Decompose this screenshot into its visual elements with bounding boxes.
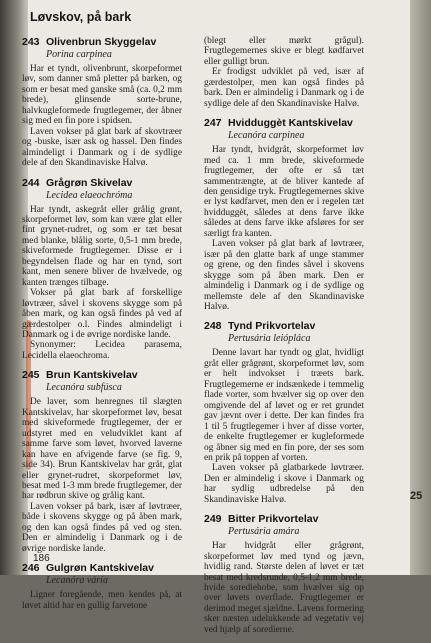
species-name: Grågrøn Skivelav: [46, 176, 133, 189]
species-number: 244: [22, 176, 40, 189]
species-heading: [22, 36, 182, 49]
species-number: 243: [22, 36, 40, 48]
entry-paragraph: Laven vokser på glatbarkede løvtræer. Den er almindelig i skove i Danmark og har sydlig udbredelse på den Skandinaviske Halvø.: [204, 463, 364, 505]
latin-name: Lecidea elaeochróma: [46, 189, 133, 201]
species-name: Bitter Prikvortelav: [228, 513, 319, 526]
latin-name: Lecanóra subfúsca: [46, 382, 122, 394]
entry-paragraph: Laven vokser på glat bark af skovtræer og -buske, især ask og hassel. Den findes almindeligt i Danmark og i de sydlige dele af den Skandinaviske Halvø.: [22, 126, 182, 169]
species-number: 247: [204, 117, 222, 130]
latin-name: Lecanóra váría: [46, 575, 108, 587]
latin-name: Pertusária amára: [228, 526, 300, 538]
species-entry: [204, 320, 364, 505]
species-heading: [22, 177, 182, 190]
species-entry: [22, 177, 182, 362]
species-heading: [22, 562, 182, 575]
species-entry: [204, 36, 364, 109]
entry-paragraph: Har tyndt, askegråt eller grålig grønt, skorpeformet løv, som kan være glat eller fint grynet-rudret, og som er tæt besat med blanke, blålig sorte, 0,5-1 mm brede, skiveformede frugtlegemer. Disse er i begyndelsen flade og har en tynd, sort kant, men senere bliver de hvælvede, og kanten trænges tilbage.: [22, 204, 182, 288]
facing-page-number-fragment: 25: [410, 490, 423, 502]
species-name: Hvidduggèt Kantskivelav: [228, 117, 353, 130]
species-number: 248: [204, 320, 222, 333]
species-name: Olivenbrun Skyggelav: [46, 36, 157, 48]
page-number: 186: [33, 553, 50, 564]
species-name: Brun Kantskivelav: [46, 369, 138, 382]
species-entry: [22, 562, 182, 611]
species-name: Gulgrøn Kantskivelav: [46, 562, 154, 575]
entry-paragraph: Har et tyndt, olivenbrunt, skorpeformet løv, som danner små pletter på barken, og som er besat med ganske små (ca. 0,2 mm brede), glinsende sorte-brune, halvkugleformede frugtlegemer, der åbner sig med en fin pore i spidsen.: [22, 64, 182, 127]
latin-name: Pertusária leiópláca: [228, 333, 311, 345]
entry-paragraph: De laver, som henregnes til slægten Kantskivelav, har skorpeformet løv, besat med skiveformede frugtlegemer, der er udstyret med en veludviklet kant af samme farve som løvet, hvorved laverne kan have en afvigende farve (se fig. 9, side 34). Brun Kantskivelav har gråt, glat eller grynet-rudret, skorpeformet løv, besat med 1-3 mm brede frugtlegemer, der har rødbrun skive og grålig kant.: [22, 397, 182, 502]
species-name: Tynd Prikvortelav: [228, 320, 316, 333]
species-number: 246: [22, 562, 40, 575]
species-entry: [204, 117, 364, 312]
species-entry: [22, 36, 182, 169]
entry-paragraph: Har tyndt, hvidgråt, skorpeformet løv med ca. 1 mm brede, skiveformede frugtlegemer, der ofte er så tæt sammentrængte, at de bliver kantede af den gensidige tryk. Frugtlegemernes skive er lyst kødfarvet, men den er i regelen tæt hvidduggèt, således at dens farve ikke således at dens farve ikke afsløres for ser særligt fra kanten.: [204, 145, 364, 239]
entry-paragraph: Synonymer: Lecidea parasema, Lecidella elaeochroma.: [22, 340, 182, 361]
species-heading: [22, 369, 182, 382]
latin-name: Lecanóra carpinea: [228, 130, 305, 142]
species-number: 245: [22, 369, 40, 382]
species-heading: [204, 320, 364, 333]
facing-page-edge: [410, 0, 431, 575]
species-entry: [22, 369, 182, 554]
entry-paragraph: Vokser på glat bark af forskellige løvtræer, såvel i skovens skygge som på åben mark, og kan også findes på ved af gærdestolper o.l. Findes almindeligt i Danmark og i de øvrige nordiske lande.: [22, 288, 182, 340]
species-heading: [204, 117, 364, 130]
running-header: Løvskov, på bark: [30, 10, 132, 24]
entry-paragraph: Er frodigst udviklet på ved, især af gærdestolper, men kan også findes på bark. Den er almindelig i Danmark og i de sydlige dele af den Skandinaviske Halvø.: [204, 67, 364, 109]
entry-paragraph: Laven vokser på glat bark af løvtræer, især på den glatte bark af unge stammer og grene, og den findes såvel i skovens skygge som på åben mark. Den er almindelig i Danmark og i de sydlige og mellemste dele af den Skandinaviske Halvø.: [204, 239, 364, 312]
latin-name: Porina carpinea: [46, 49, 112, 60]
entry-paragraph: Denne lavart har tyndt og glat, hvidligt gråt eller grågrønt, skorpeformet løv, som er helt indvokset i træets bark. Frugtlegemerne er indsænkede i temmelig flade vorter, som hvælver sig op over den omgivende del af løvet og er ret grundet gav jævnt over i dette. Der kan findes fra 1 til 5 frugtlegemer i hver af disse vorter, de enkelte frugtlegemer er kugleformede og åbner sig med en fin pore, der ses som en prik på toppen af vorten.: [204, 348, 364, 463]
entry-paragraph: Ligner foregående, men kendes på, at løvet altid har en gullig farvetone: [22, 590, 182, 611]
entry-paragraph: (blegt eller mørkt grågul). Frugtlegemernes skive er blegt kødfarvet eller gulligt brun.: [204, 36, 364, 67]
entry-paragraph: Har hvidgråt eller grågrønt, skorpeformet løv med tynd og jævn, hvidlig rand. Største delen af løvet er tæt besat med kredsrunde, 0,5-1,2 mm brede, hvide sorediehobe, som hvælver sig op over løvets overflade. Frugtlegemer er derimod meget sjældne. Lavens formering sker næsten udelukkende ad vegetativ vej ved hjælp af soredierne.: [204, 541, 364, 635]
right-column: [204, 36, 364, 643]
species-entry: [204, 513, 364, 635]
left-column: [22, 36, 182, 619]
species-number: 249: [204, 513, 222, 526]
entry-paragraph: Laven vokser på bark, især af løvtræer, både i skovens skygge og på åben mark, og den kan også findes på ved og sten. Den er almindelig i Danmark og i de øvrige nordiske lande.: [22, 501, 182, 554]
species-heading: [204, 513, 364, 526]
